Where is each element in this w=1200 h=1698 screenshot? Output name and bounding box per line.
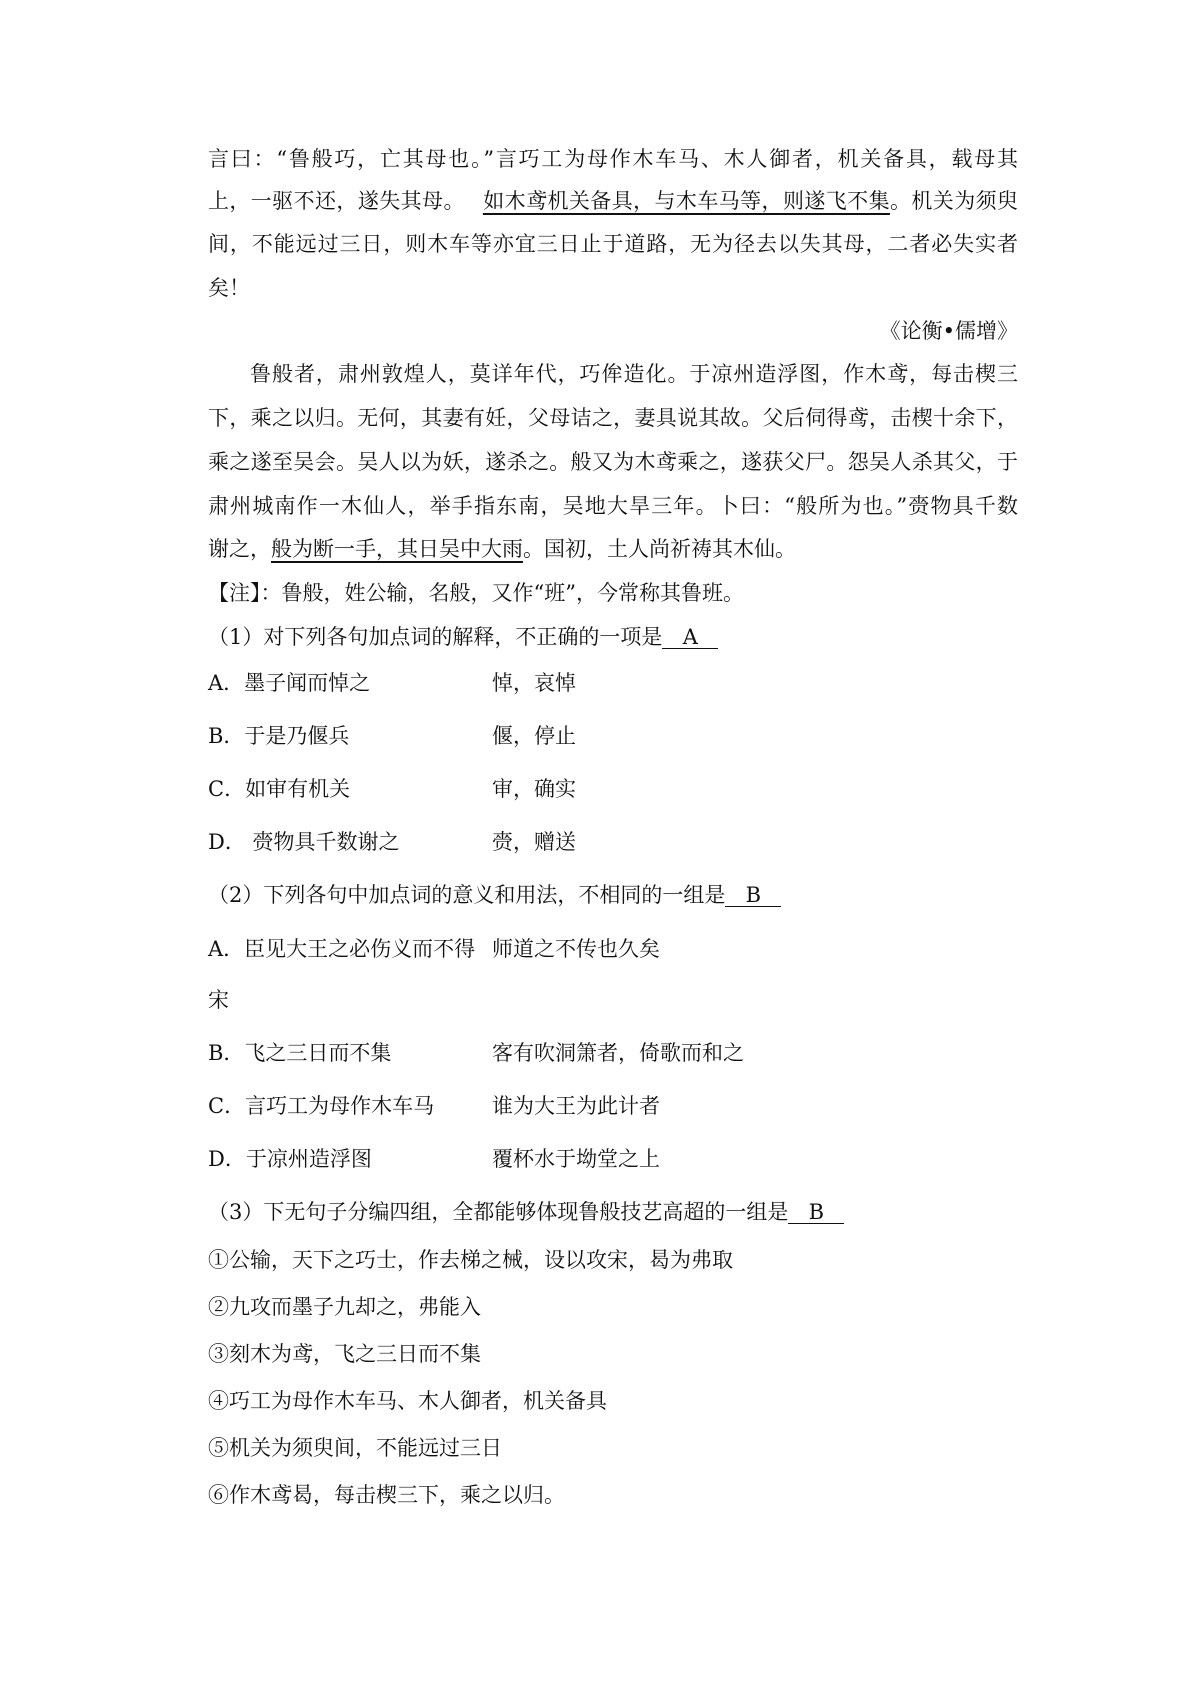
- q3-item: ③刻木为鸢，飞之三日而不集: [208, 1342, 481, 1366]
- question-1-stem: （1）对下列各句加点词的解释，不正确的一项是 A: [208, 622, 718, 652]
- q2-option: B．飞之三日而不集 客有吹洞箫者，倚歌而和之: [208, 1041, 744, 1065]
- q1-option: D． 赍物具千数谢之 赍，赠送: [208, 830, 576, 854]
- q3-item: ②九攻而墨子九却之，弗能入: [208, 1295, 481, 1319]
- underlined-sentence-1: 如木鸢机关备具，与木车马等，则遂飞不集: [482, 189, 890, 213]
- source-citation: 《论衡•儒增》: [879, 319, 1018, 343]
- passage2-line3: 乘之遂至吴会。吴人以为妖，遂杀之。般又为木鸢乘之，遂获父尸。怨吴人杀其父，于: [208, 450, 1018, 474]
- passage2-line4: 肃州城南作一木仙人，举手指东南，吴地大旱三年。卜曰：“般所为也。”赍物具千数: [208, 494, 1018, 518]
- passage2-line5: 谢之，般为断一手，其日吴中大雨。国初，土人尚祈祷其木仙。: [208, 537, 796, 561]
- q1-option: A．墨子闻而悼之 悼，哀悼: [208, 671, 576, 695]
- q2-option: C．言巧工为母作木车马 谁为大王为此计者: [208, 1094, 660, 1118]
- question-2-stem: （2）下列各句中加点词的意义和用法，不相同的一组是 B: [208, 880, 781, 910]
- answer-blank: A: [662, 626, 718, 649]
- passage1-line3: 间，不能远过三日，则木车等亦宜三日止于道路，无为径去以失其母，二者必失实者: [208, 232, 1018, 256]
- passage1-line2: 上，一驱不还，遂失其母。 如木鸢机关备具，与木车马等，则遂飞不集。机关为须臾: [208, 189, 1019, 213]
- q2-option-wrap: 宋: [208, 988, 229, 1012]
- underlined-sentence-2: 般为断一手，其日吴中大雨: [271, 537, 523, 561]
- answer-blank: B: [725, 884, 781, 907]
- q1-option: C．如审有机关 审，确实: [208, 777, 576, 801]
- passage2-line1: 鲁般者，肃州敦煌人，莫详年代，巧侔造化。于凉州造浮图，作木鸢，每击楔三: [250, 362, 1018, 386]
- passage2-line2: 下，乘之以归。无何，其妻有妊，父母诘之，妻具说其故。父后伺得鸢，击楔十余下，: [208, 406, 1018, 430]
- q1-option: B．于是乃偃兵 偃，停止: [208, 724, 576, 748]
- q2-option: D．于凉州造浮图 覆杯水于坳堂之上: [208, 1147, 660, 1171]
- q3-item: ⑥作木鸢曷，每击楔三下，乘之以归。: [208, 1483, 565, 1507]
- annotation-note: 【注】：鲁般，姓公输，名般，又作“班”，今常称其鲁班。: [208, 581, 744, 605]
- q3-item: ①公输，天下之巧士，作去梯之械，设以攻宋，曷为弗取: [208, 1248, 733, 1272]
- answer-blank: B: [788, 1201, 844, 1224]
- q3-item: ⑤机关为须臾间，不能远过三日: [208, 1436, 502, 1460]
- q2-option: A．臣见大王之必伤义而不得 师道之不传也久矣: [208, 937, 660, 961]
- passage1-line1: 言曰：“鲁般巧，亡其母也。”言巧工为母作木车马、木人御者，机关备具，载母其: [208, 147, 1018, 171]
- q3-item: ④巧工为母作木车马、木人御者，机关备具: [208, 1389, 607, 1413]
- passage1-line4: 矣！: [208, 276, 250, 300]
- question-3-stem: （3）下无句子分编四组，全都能够体现鲁般技艺高超的一组是 B: [208, 1197, 844, 1227]
